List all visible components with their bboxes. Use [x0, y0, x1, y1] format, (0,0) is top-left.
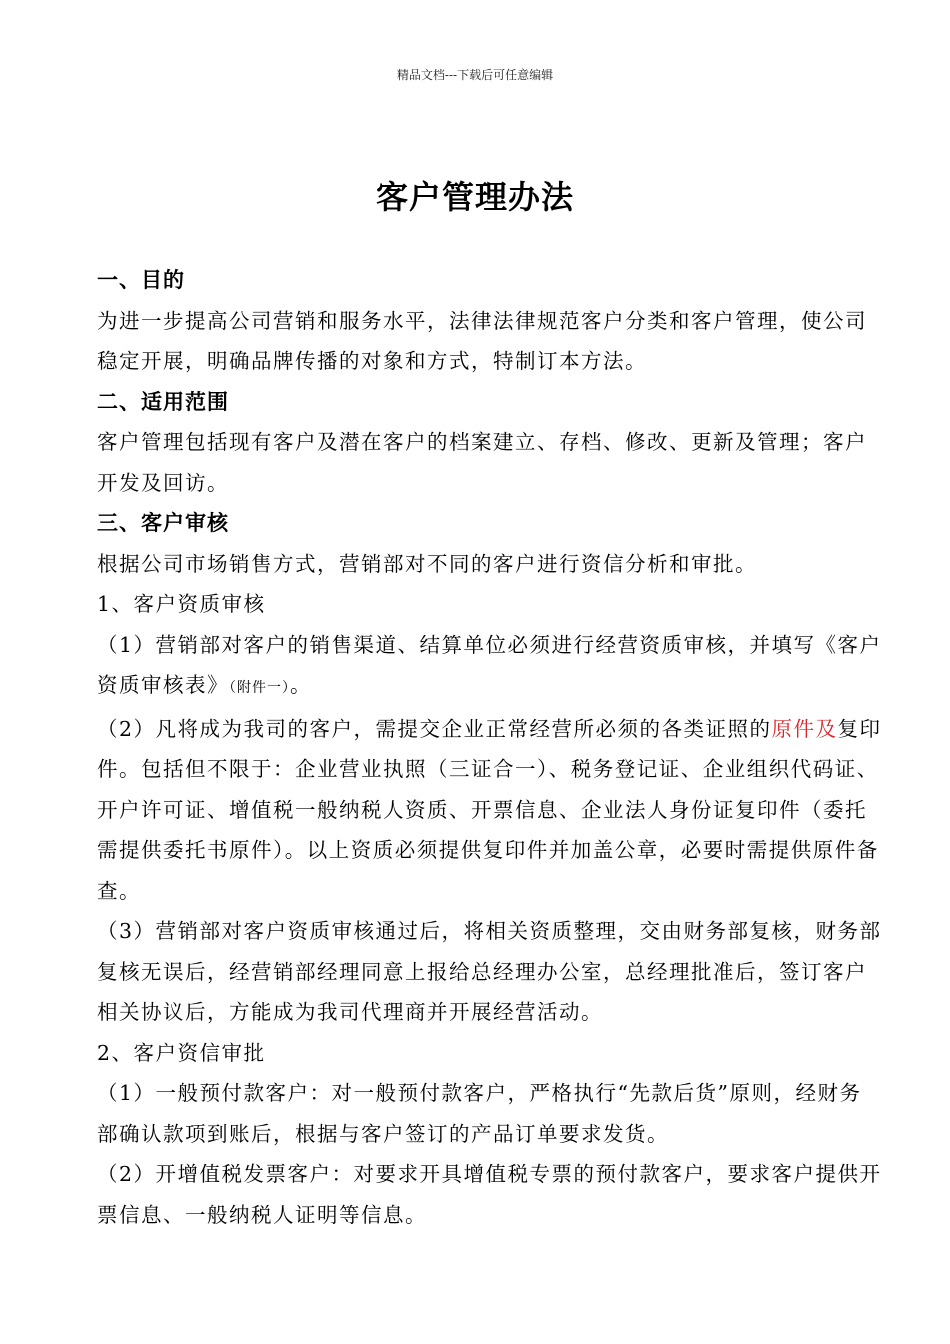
paragraph-review-intro: 根据公司市场销售方式，营销部对不同的客户进行资信分析和审批。 [97, 551, 757, 576]
section-heading-customer-review: 三、客户审核 [97, 511, 229, 535]
paragraph-credit-item-2: （2）开增值税发票客户：对要求开具增值税专票的预付款客户，要求客户提供开票信息、一般纳税人证明等信息。 [97, 1162, 882, 1227]
qualification-item-2-post: 复印件。包括但不限于：企业营业执照（三证合一）、税务登记证、企业组织代码证、开户许可证、增值税一般纳税人资质、开票信息、企业法人身份证复印件（委托需提供委托书原件）。以上资质必须提供复印件并加盖公章，必要时需提供原件备查。 [97, 716, 882, 903]
paragraph-qualification-item-2 [97, 709, 883, 912]
subheading-qualification-review: 1、客户资质审核 [97, 592, 266, 616]
paragraph-purpose: 为进一步提高公司营销和服务水平，法律法律规范客户分类和客户管理，使公司稳定开展，明确品牌传播的对象和方式，特制订本方法。 [97, 308, 867, 373]
document-title: 客户管理办法 [375, 178, 574, 216]
subheading-credit-approval: 2、客户资信审批 [97, 1040, 266, 1065]
paragraph-qualification-item-1 [97, 625, 883, 709]
attachment-note: （附件一） [229, 680, 290, 696]
header-note: 精品文档---下载后可任意编辑 [396, 68, 554, 82]
highlighted-text: 原件及 [771, 716, 838, 741]
paragraph-credit-item-1: （1）一般预付款客户：对一般预付款客户，严格执行“先款后货”原则，经财务部确认款项到账后，根据与客户签订的产品订单要求发货。 [97, 1081, 862, 1146]
paragraph-qualification-item-3: （3）营销部对客户资质审核通过后，将相关资质整理，交由财务部复核，财务部复核无误后，经营销部经理同意上报给总经理办公室，总经理批准后，签订客户相关协议后，方能成为我司代理商并开展经营活动。 [97, 919, 882, 1024]
document-body [97, 260, 883, 1235]
section-heading-scope: 二、适用范围 [97, 389, 229, 414]
qualification-item-1-end: 。 [290, 673, 312, 697]
paragraph-scope: 客户管理包括现有客户及潜在客户的档案建立、存档、修改、更新及管理；客户开发及回访。 [97, 430, 867, 495]
section-heading-purpose: 一、目的 [97, 268, 185, 292]
qualification-item-1-text: （1）营销部对客户的销售渠道、结算单位必须进行经营资质审核，并填写《客户资质审核表》 [97, 632, 882, 697]
qualification-item-2-pre: （2）凡将成为我司的客户，需提交企业正常经营所必须的各类证照的 [97, 716, 772, 741]
